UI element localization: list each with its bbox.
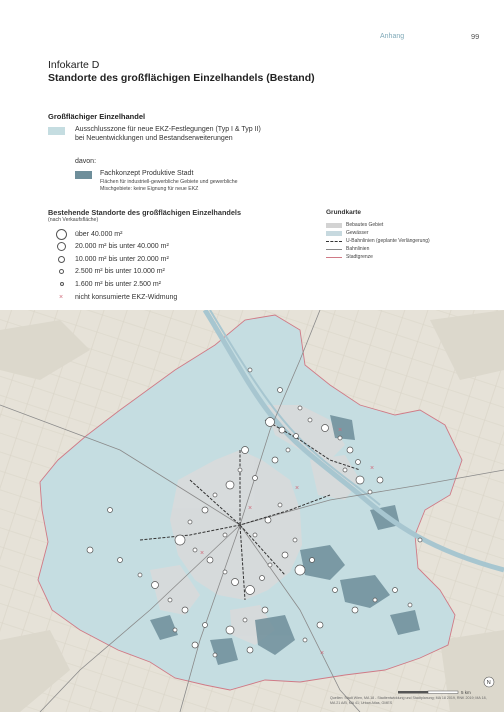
size-class-4-circle — [59, 269, 64, 274]
unconsumed-marker: × — [59, 294, 64, 301]
svg-text:×: × — [248, 505, 253, 512]
header-section: Anhang — [380, 33, 405, 40]
base-map-heading: Grundkarte — [326, 209, 362, 216]
size-class-5-label: 1.600 m² bis unter 2.500 m² — [75, 281, 161, 288]
of-which-label: davon: — [75, 158, 97, 165]
svg-text:×: × — [338, 427, 343, 434]
rail-label: Bahnlinien — [346, 246, 370, 252]
page-number: 99 — [471, 32, 480, 41]
ubahn-label: U-Bahnlinien (geplante Verlängerung) — [346, 238, 430, 244]
svg-text:×: × — [200, 550, 205, 557]
ubahn-line-symbol — [326, 241, 342, 242]
north-arrow — [484, 677, 494, 687]
page-title: Standorte des großflächigen Einzelhandels (Bestand) — [48, 72, 315, 84]
size-class-4-label: 2.500 m² bis unter 10.000 m² — [75, 268, 165, 275]
exclusion-zone-label: Ausschlusszone für neue EKZ-Festlegungen (Typ I & Typ II) bei Neuentwicklungen und Bestandserweiterungen — [75, 126, 261, 143]
boundary-label: Stadtgrenze — [346, 254, 373, 260]
size-class-5-circle — [60, 282, 64, 286]
page-subtitle: Infokarte D — [48, 59, 100, 71]
built-area-label: Bebautes Gebiet — [346, 222, 384, 228]
built-area-swatch — [326, 223, 342, 228]
sites-note: (nach Verkaufsfläche) — [48, 217, 99, 223]
svg-text:×: × — [370, 465, 375, 472]
size-class-3-circle — [58, 256, 65, 263]
water-label: Gewässer — [346, 230, 369, 236]
size-class-1-circle — [56, 229, 67, 240]
north-arrow-label: N — [486, 680, 491, 686]
unconsumed-label: nicht konsumierte EKZ-Widmung — [75, 294, 178, 301]
exclusion-zone-swatch — [48, 127, 65, 135]
rail-line-symbol — [326, 249, 342, 250]
productive-city-swatch — [75, 171, 92, 179]
map-source: Quellen: Stadt Wien, MA 18 - Stadtentwicklung und Stadtplanung; MA 18 2019, RNK 2019; MA 18, MA 21 A/B, MA 41; Urban Atlas, GMES — [330, 696, 487, 705]
scale-bar-label: 5 km — [461, 690, 471, 695]
productive-city-label: Fachkonzept Produktive Stadt — [100, 170, 194, 177]
city-map — [0, 310, 504, 712]
size-class-2-circle — [57, 242, 66, 251]
boundary-line-symbol — [326, 257, 342, 258]
size-class-3-label: 10.000 m² bis unter 20.000 m² — [75, 256, 169, 263]
svg-text:×: × — [295, 485, 300, 492]
productive-city-note: Flächen für industriell-gewerbliche Gebiete und gewerbliche Mischgebiete: keine Eignung für neue EKZ — [100, 179, 238, 192]
water-swatch — [326, 231, 342, 236]
sites-heading: Bestehende Standorte des großflächigen Einzelhandels — [48, 208, 242, 217]
legend-main-heading: Großflächiger Einzelhandel — [48, 112, 146, 121]
svg-text:×: × — [320, 650, 325, 657]
size-class-2-label: 20.000 m² bis unter 40.000 m² — [75, 243, 169, 250]
size-class-1-label: über 40.000 m² — [75, 231, 123, 238]
